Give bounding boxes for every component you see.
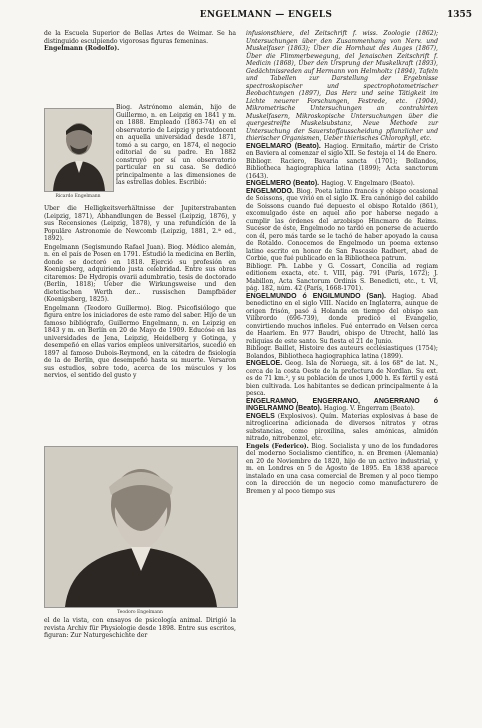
rodolfo-body: Biog. Astrónomo alemán, hijo de Guillermo, n. en Leipzig en 1841 y m. en 1888. Empleado (1863-74) en el observatorio de Leipzig y privatdocent en aquella universidad desde 1871, tomó a su cargo, en 1874, el negocio editorial de su padre. En 1882 construyó por sí un observatorio particular en su casa. Se dedicó principalmente a las dimensiones de las estrellas dobles. Escribió: [116,104,236,186]
entry-engelmodo: ENGELMODO. Biog. Poeta latino francés y obispo ocasional de Soissons, que vivió en el siglo IX. Era canónigo del cabildo de Soissons cuando fué depuesto el obispo Rotaldo (861), excomulgado éste en aquel año por haberse negado a cumplir las órdenes del arzobispo Hincmaro de Reims. Sucesor de éste, Engelmodo no tardó en ponerse de acuerdo con él, pero más tarde se le tachó de haber apoyado la causa de Rotaldo. Conocemos de Engelmodo un poema extenso latino escrito en honor de San Pascasio Radbert, abad de Corbie, que fué publicado en la Bibliotheca patrum. [246,187,438,262]
entry-heading: Engelmann (Rodolfo). [44,45,120,52]
teodoro-works: infusionsthiere, del Zeitschrift f. wiss. Zoologie (1862); Untersuchungen über den Zusammenhang von Nerv. und Muskelfaser (1863); Über die Hornhaut des Auges (1867), Über die Flimmerbewegung, del Jenaischen Zeitschrift f. Medicin (1868), Über den Ursprung der Muskelkraft (1893), Gedächtnissreden auf Hermann von Helmholtz (1894), Tafeln und Tabellen zur Darstellung der Ergebnisse spectroskopischer und spectrophotometrischer Beobachtungen (1897), Das Herz und seine Tätigkeit im Lichte neuerer Forschungen, Festrede, etc. (1904), Mikrometrische Untersuchungen an contrahirten Muskelfasern, Mikroskopische Untersuchungen über die quergestreifte Muskelsubstanz, Neue Methode zur Untersuchung der Sauerstoffausscheidung pflanzlicher und thierischer Organismen, Ueber thierisches Chlorophyll, etc. [246,30,438,142]
teodoro-continuation: el de la vista, con ensayos de psicología animal. Dirigió la revista Archiv für Physiologie desde 1898. Entre sus escritos, figuran: Zur Naturgeschichte der [44,617,236,639]
entry-heading: Engelmann (Segismundo Rafael Juan). [44,243,166,251]
entry-engels-federico: Engels (Federico). Biog. Socialista y uno de los fundadores del moderno Socialismo científico, n. en Bremen (Alemania) en 20 de Noviembre de 1820, hijo de un activo industrial, y m. en Londres en 5 de Agosto de 1895. En 1838 aparece instalado en una casa comercial de Bremen y al poco tiempo con la dirección de un negocio como manufacturero de Bremen y al poco tiempo sus [246,442,439,495]
portrait-ricardo-engelmann [44,108,114,192]
page-number: 1355 [446,10,472,20]
entry-segismundo: Engelmann (Segismundo Rafael Juan). Biog. Médico alemán, n. en el país de Posen en 1791. Estudió la medicina en Berlín, donde se doctoró en 1818. Ejerció su profesión en Koenigsberg, adquiriendo justa celebridad. Entre sus obras citaremos: De Hydropis ovarii adumbratio, tesis de doctorado (Berlín, 1818); Ueber die Wirkungsweise und den dietetischen Werth der... russischen Dampfbäder (Koenigsberg, 1825). [44,243,237,303]
entry-heading: ENGELMARO (Beato). [246,142,321,150]
entry-engeloe: ENGELOE. Geog. Isla de Noruega, sit. á los 68° de lat. N., cerca de la costa Oeste de la prefectura de Nordlan. Su ext. es de 71 km.², y su población de unos 1,000 h. Es fértil y está bien cultivada. Los habitantes se dedican principalmente á la pesca. [246,360,439,397]
entry-teodoro: Engelmann (Teodoro Guillermo). Biog. Psicofisiólogo que figura entre los iniciadores de este ramo del saber. Hijo de un famoso bibliógrafo, Guillermo Engelmann, n. en Leipzig en 1843 y m. en Berlín en 20 de Mayo de 1909. Educóse en las universidades de Jena, Leipzig, Heidelberg y Gotinga, y desempeñó en ellas varios empleos universitarios, sucedió en 1897 al famoso Dubois-Reymond, en la cátedra de fisiología de la de Berlín, que desempeñó hasta su muerte. Versaron sus estudios, sobre todo, acerca de los músculos y los nervios, el sentido del gusto y [44,304,237,379]
entry-heading: ENGELS [246,412,275,420]
entry-engelmundo: ENGELMUNDO ó ENGILMUNDO (San). Hagiog. Abad benedictino en el siglo VIII. Nacido en Inglaterra, aunque de origen frisón, pasó á Holanda en tiempo del obispo san Vilibrordo (696-739), donde predicó el Evangelio, convirtiendo muchos infieles. Fué enterrado en Velsen cerca de Haarlem. En 977 Baudri, obispo de Utrecht, halló las reliquias de este santo. Su fiesta el 21 de Junio. [246,292,439,345]
rodolfo-works: Uber die Helligkeitsverhältnisse der Jupiterstrabanten (Leipzig, 1871), Abhandlungen de Bessel (Leipzig, 1876), y sus Recensiones (Leipzig, 1878), y una refundición de la Populäre Astronomie de Newcomb (Leipzig, 1881, 2.ª ed., 1892). Engelmann (Segismundo Rafael Juan). Biog. Médico alemán, n. en el país de Posen en 1791. Estudió la medicina en Berlín, donde se doctoró en 1818. Ejerció su profesión en Koenigsberg, adquiriendo justa celebridad. Entre sus obras citaremos: De Hydropis ovarii adumbratio, tesis de doctorado (Berlín, 1818); Ueber die Wirkungsweise und den dietetischen Werth der... russischen Dampfbäder (Koenigsberg, 1825). Engelmann (Teodoro Guillermo). Biog. Psicofisiólogo que figura entre los iniciadores de este ramo del saber. Hijo de un famoso bibliógrafo, Guillermo Engelmann, n. en Leipzig en 1843 y m. en Berlín en 20 de Mayo de 1909. Educóse en las universidades de Jena, Leipzig, Heidelberg y Gotinga, y desempeñó en ellas varios empleos universitarios, sucedió en 1897 al famoso Dubois-Reymond, en la cátedra de fisiología de la de Berlín, que desempeñó hasta su muerte. Versaron sus estudios, sobre todo, acerca de los músculos y los nervios, el sentido del gusto y [44,205,237,379]
entry-engels-explosivos: ENGELS (Explosivos). Quím. Materias explosivas á base de nitroglicerina adicionada de diversos nitratos y otras substancias, como piroxilina, sales amónicas, almidón nitrado, nitrobenzol, etc. [246,412,438,442]
entry-heading: ENGELMERO (Beato). [246,180,320,187]
entry-heading: ENGELRAMNO, ENGERRANO, ANGERRANO ó INGELRAMNO (Beato). [246,397,438,412]
portrait-caption: Ricardo Engelmann [55,194,101,199]
entry-rodolfo [44,45,236,53]
bibliography: Bibliogr. Raciero, Bavaria sancta (1701); Bollandos, Bibliotheca hagiographica latina (1899); Acta sanctorum (1643). [246,157,438,180]
entry-engelmero: ENGELMERO (Beato). Hagiog. V. Engelmaro (Beato). [246,180,415,187]
bibliography: Bibliogr. Baillet, Histoire des auteurs ecclésiastiques (1754); Bolandos, Bibliotheca hagiographica latina (1899). [246,345,438,360]
left-column [44,30,236,53]
running-head: ENGELMANN — ENGELS [199,10,333,20]
right-column [246,30,438,495]
page-header [60,10,472,24]
entry-heading: ENGELMUNDO ó ENGILMUNDO (San). [246,292,386,300]
bibliography: Bibliogr. Ph. Labbe y G. Cossart, Concilia ad regiam editionem exacta, etc. t. VIII, pág. 791 (París, 1672); J. Mabillon, Acta Sanctorum Ordinis S. Benedicti, etc., t. VI, pág. 182, núm. 42 (París, 1668-1701). [246,262,438,292]
entry-heading: ENGELOE. [246,360,283,367]
entry-heading: Engels (Federico). [246,442,309,450]
entry-engelmaro: ENGELMARO (Beato). Hagiog. Ermitaño, mártir de Cristo en Baviera al comenzar el siglo XII. Se festeja el 14 de Enero. [246,142,439,157]
portrait-caption: Teodoro Engelmann [117,610,163,615]
entry-heading: Engelmann (Teodoro Guillermo). [44,304,152,312]
entry-engelramno: ENGELRAMNO, ENGERRANO, ANGERRANO ó INGELRAMNO (Beato). Hagiog. V. Engerram (Beato). [246,397,438,412]
entry-heading: ENGELMODO. [246,187,294,195]
intro-paragraph: de la Escuela Superior de Bellas Artes de Weimar. Se ha distinguido esculpiendo vigorosas figuras femeninas. [44,30,236,45]
portrait-teodoro-engelmann [44,446,238,608]
